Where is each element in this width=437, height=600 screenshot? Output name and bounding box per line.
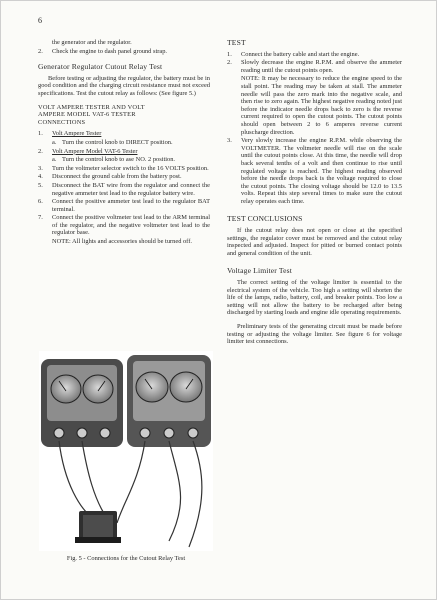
note-text: NOTE: All lights and accessories should be turned off. xyxy=(52,238,192,246)
list-subitem: a. Turn the control knob to DIRECT position. xyxy=(52,138,173,146)
test-list xyxy=(227,51,402,206)
list-item: 2. Volt Ampere Model VAT-6 Tester xyxy=(38,147,138,155)
list-item: NOTE: It may be necessary to reduce the engine speed to the stall point. The reading may be taken at stall. The ammeter needle will pass the zero mark into the negative scale, and then rise to zero again. The highest negative reading noted just before the indicator needle drops back to zero is the reverse current required to open the cutout points. The cutout points should open between 2 to 6 amperes reverse current pluscharge direction. xyxy=(241,75,402,136)
voltage-limiter-paragraph-2: Preliminary tests of the generating circuit must be made before testing or adjusting the voltage limiter. See figure 6 for voltage limiter test connections. xyxy=(227,323,402,346)
list-item: 3. Turn the voltmeter selector switch to the 16 VOLTS position. xyxy=(38,164,209,172)
list-item: 6. Connect the positive ammeter test lead to the regulator BAT terminal. xyxy=(38,198,210,213)
list-subitem: a. Turn the control knob to ase NO. 2 position. xyxy=(52,156,176,164)
list-item: 2. Slowly decrease the engine R.P.M. and observe the ammeter reading until the cutout points open. xyxy=(227,59,402,74)
right-column xyxy=(227,39,402,352)
list-item: 5. Disconnect the BAT wire from the regulator and connect the negative ammeter test lead to the regulator battery wire. xyxy=(38,181,210,197)
list-item: the generator and the regulator. xyxy=(52,39,132,46)
voltage-limiter-paragraph-1: The correct setting of the voltage limiter is essential to the electrical system of the vehicle. Too high a setting will shorten the life of the lamps, radio, battery, coil, and breaker points. Too low a setting will not allow the battery to be recharged after being discharged by starting loads and engine idle operating requirements. xyxy=(227,279,402,317)
list-item: 4. Disconnect the ground cable from the battery post. xyxy=(38,173,182,181)
connections-heading-3: CONNECTIONS xyxy=(38,118,86,126)
list-item xyxy=(38,238,210,246)
intro-list xyxy=(38,39,210,55)
page-number: 6 xyxy=(38,16,42,25)
left-column xyxy=(38,39,210,247)
list-item: 7. Connect the positive voltmeter test lead to the ARM terminal of the regulator, and the negative voltmeter test lead to the regulator base. xyxy=(38,214,210,237)
volt-ampere-tester-left xyxy=(41,359,123,447)
voltage-limiter-heading: Voltage Limiter Test xyxy=(227,266,293,276)
figure-5-photo xyxy=(39,351,213,551)
conclusions-paragraph: If the cutout relay does not open or close at the specified settings, the regulator cover must be removed and the cutout relay inspected and adjusted. Inspect for pitted or burned contact points and general condition of the unit. xyxy=(227,227,402,257)
regulator-unit xyxy=(75,511,121,543)
connections-heading-2: AMPERE MODEL VAT-6 TESTER xyxy=(38,111,136,119)
list-item: 1. Volt Ampere Tester xyxy=(38,130,102,138)
connections-heading-1: VOLT AMPERE TESTER AND VOLT xyxy=(38,103,145,111)
section-heading: Generator Regulator Cutout Relay Test xyxy=(38,62,163,72)
tester-illustration xyxy=(39,351,213,551)
section-paragraph: Before testing or adjusting the regulator, the battery must be in good condition and the charging circuit resistance must not exceed specifications. Test the cutout relay as follows: (See figure 5.) xyxy=(38,74,210,97)
test-heading: TEST xyxy=(227,38,246,47)
list-item: 1. Connect the battery cable and start the engine. xyxy=(227,50,360,58)
figure-caption: Fig. 5 - Connections for the Cutout Relay Test xyxy=(66,555,186,562)
volt-ampere-tester-right xyxy=(127,355,211,447)
connections-list xyxy=(38,130,210,245)
conclusions-heading: TEST CONCLUSIONS xyxy=(227,214,303,224)
list-item: 3. Very slowly increase the engine R.P.M. while observing the VOLTMETER. The voltmeter needle will rise on the scale until the cutout points close. At this time, the needle will drop back several tenths of a volt and then continue to rise until regulated voltage is reached. The highest reading observed before the needle drops back is the voltage required to close the cutout points. The closing voltage should be 12.0 to 13.5 volts. Repeat this step several times to make sure the cutout relay operates each time. xyxy=(227,137,402,205)
list-item: 2. Check the engine to dash panel ground strap. xyxy=(38,47,168,55)
